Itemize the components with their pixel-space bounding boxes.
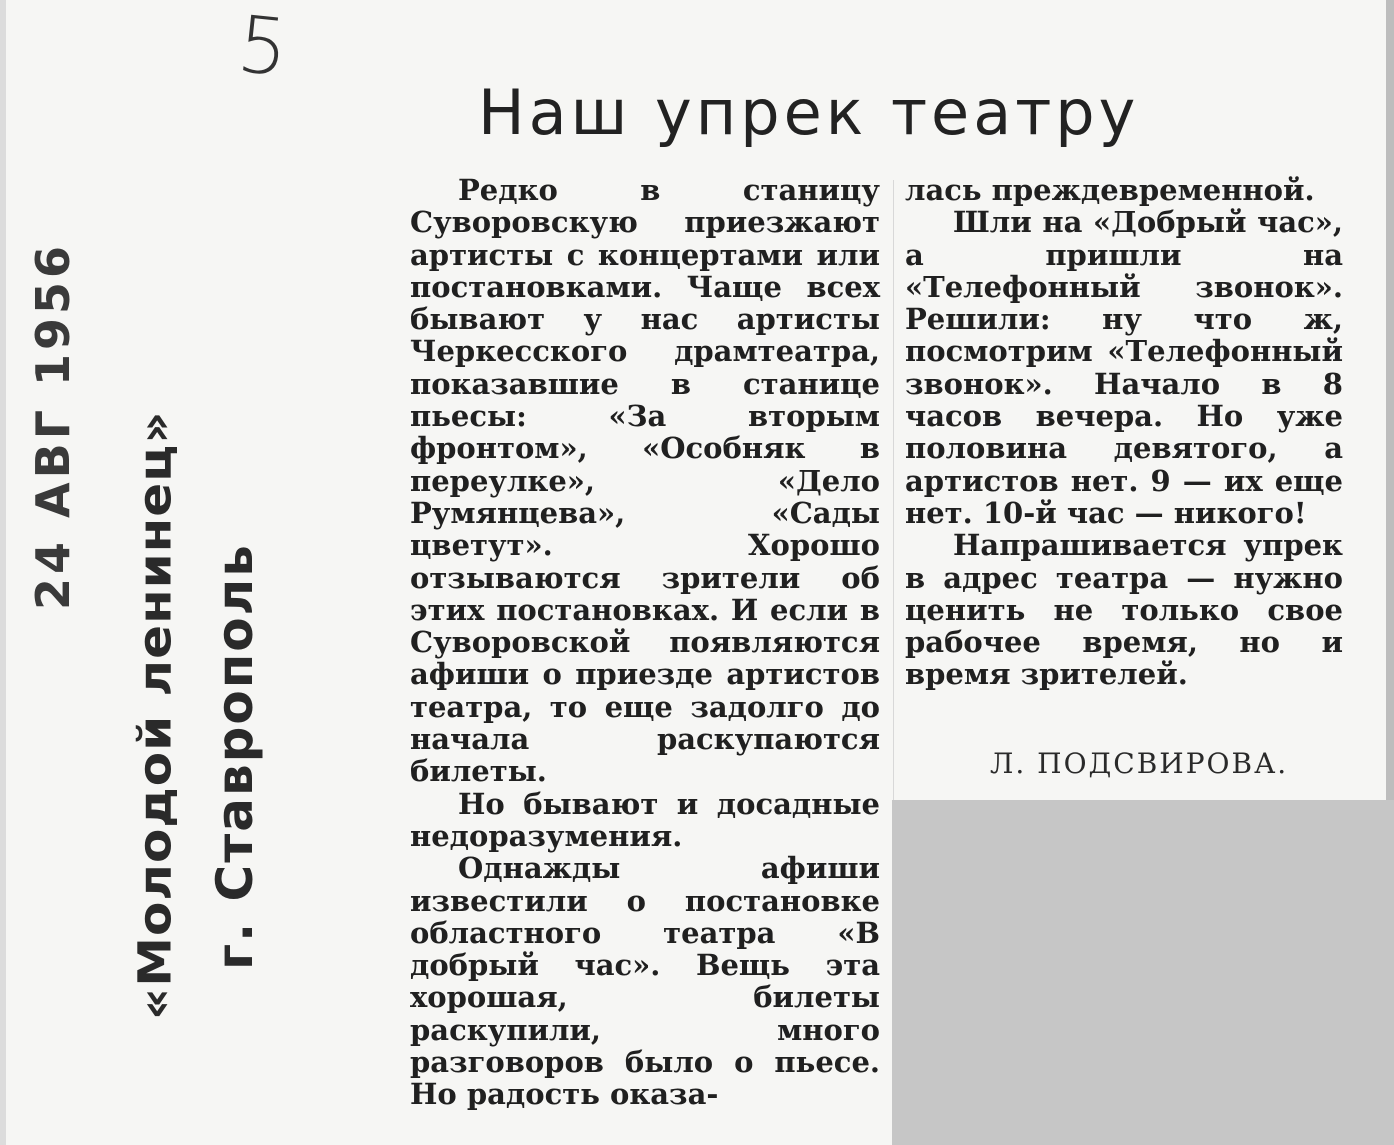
paragraph: Редко в станицу Суворовскую приезжают артисты с концертами или постановками. Чаще всех бывают у нас артисты Черкесского драмтеатра, показавшие в станице пьесы: «За вторым фронтом», «Особняк в переулке», «Дело Румянцева», «Сады цветут». Хорошо отзываются зрители об этих постановках. И если в Суворовской появляются афиши о приезде артистов театра, то еще задолго до начала раскупаются билеты. [410, 173, 880, 789]
article-column-right [905, 174, 1343, 691]
scanner-background [892, 800, 1394, 1145]
author-signature: Л. ПОДСВИРОВА. [990, 747, 1289, 780]
paragraph: Но бывают и досадные недоразумения. [410, 786, 880, 853]
scan-edge-right [1386, 0, 1394, 810]
handwritten-mark: 5 [233, 0, 293, 95]
column-divider [893, 180, 894, 800]
paragraph: Шли на «Добрый час», а пришли на «Телефонный звонок». Решили: ну что ж, посмотрим «Телефонный звонок». Начало в 8 часов вечера. Но уже половина девятого, а артистов нет. 9 — их еще нет. 10-й час — никого! [905, 205, 1343, 530]
paragraph: Однажды афиши известили о постановке областного театра «В добрый час». Вещь эта хорошая, билеты раскупили, много разговоров было о пьесе. Но радость оказа- [410, 851, 880, 1112]
article-column-left [410, 174, 880, 1111]
scan-edge-left [0, 0, 6, 1145]
date-stamp: 24 АВГ 1956 [26, 241, 80, 610]
article-headline: Наш упрек театру [478, 76, 1140, 149]
city-line: г. Ставрополь [206, 543, 264, 970]
newspaper-name: «Молодой ленинец» [128, 410, 182, 1020]
paragraph: Напрашивается упрек в адрес театра — нужно ценить не только свое рабочее время, но и время зрителей. [905, 528, 1343, 692]
paragraph: лась преждевременной. [905, 173, 1315, 207]
